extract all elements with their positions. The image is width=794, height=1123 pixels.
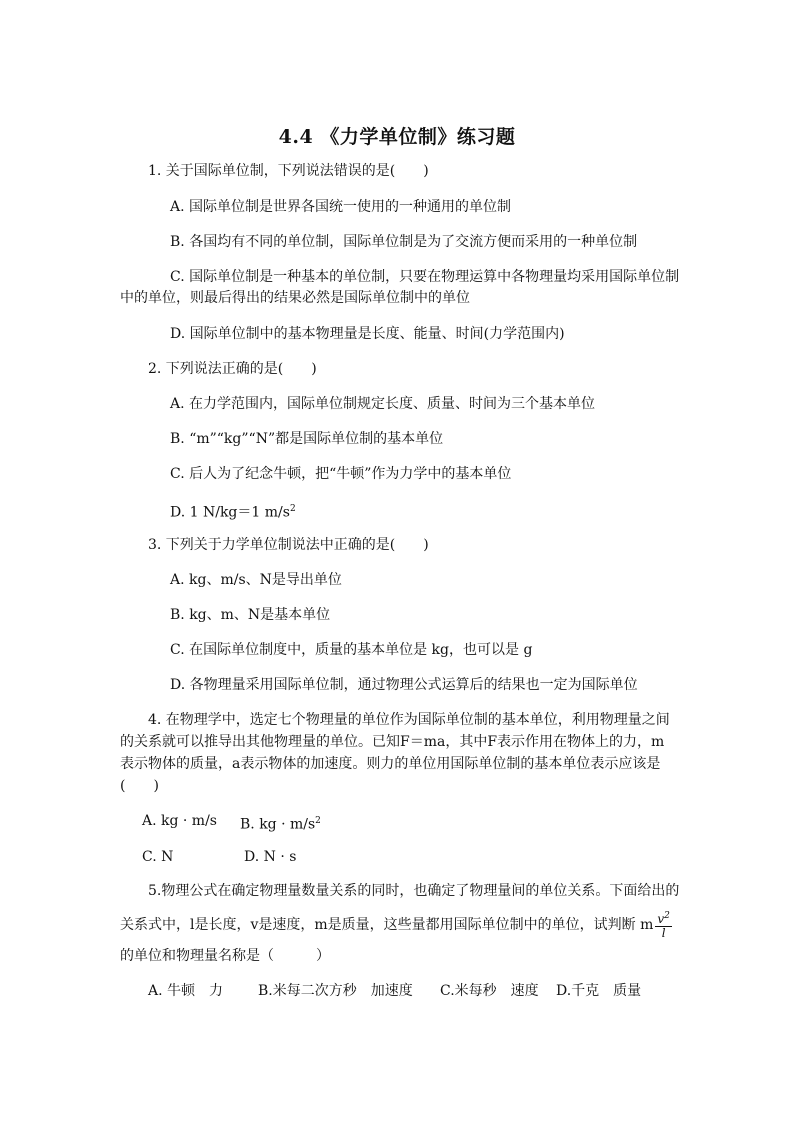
q3-option-b: B. kg、m、N是基本单位 <box>170 607 331 623</box>
q2-option-b: B. “m”“kg”“N”都是国际单位制的基本单位 <box>170 431 444 447</box>
question-4-line-1: 4. 在物理学中，选定七个物理量的单位作为国际单位制的基本单位，利用物理量之间 <box>148 712 670 728</box>
q1-option-a: A. 国际单位制是世界各国统一使用的一种通用的单位制 <box>170 199 512 215</box>
q4-option-b <box>240 810 321 836</box>
q2-option-d <box>170 498 296 524</box>
q4-option-d: D. N · s <box>244 849 297 865</box>
question-4-line-2: 的关系就可以推导出其他物理量的单位。已知F＝ma，其中F表示作用在物体上的力，m <box>120 734 665 750</box>
q1-option-b: B. 各国均有不同的单位制，国际单位制是为了交流方便而采用的一种单位制 <box>170 234 638 250</box>
question-2-stem: 2. 下列说法正确的是( ) <box>148 361 317 377</box>
q1-option-d: D. 国际单位制中的基本物理量是长度、能量、时间(力学范围内) <box>170 326 565 342</box>
numerator-text: v <box>657 912 665 926</box>
q4-option-a: A. kg · m/s <box>142 813 217 829</box>
question-5-line-2-text: 关系式中，l是长度，v是速度，m是质量，这些量都用国际单位制中的单位，试判断 m <box>120 917 654 933</box>
q3-option-d: D. 各物理量采用国际单位制，通过物理公式运算后的结果也一定为国际单位 <box>170 677 638 693</box>
superscript: 2 <box>315 816 321 826</box>
question-5-line-3: 的单位和物理量名称是（ ） <box>120 948 330 964</box>
question-4-line-3: 表示物体的质量，a表示物体的加速度。则力的单位用国际单位制的基本单位表示应该是 <box>120 756 661 772</box>
fraction-numerator <box>655 910 672 927</box>
q2-option-c: C. 后人为了纪念牛顿，把“牛顿”作为力学中的基本单位 <box>170 466 512 482</box>
question-4-line-4: ( ) <box>120 778 159 794</box>
q3-option-a: A. kg、m/s、N是导出单位 <box>170 572 342 588</box>
fraction-denominator: l <box>661 926 666 940</box>
q5-option-c: C.米每秒 速度 <box>440 983 539 999</box>
q1-option-c: C. 国际单位制是一种基本的单位制，只要在物理运算中各物理量均采用国际单位制 <box>170 269 680 285</box>
question-3-stem: 3. 下列关于力学单位制说法中正确的是( ) <box>148 537 429 553</box>
q2-option-a: A. 在力学范围内，国际单位制规定长度、质量、时间为三个基本单位 <box>170 396 596 412</box>
q2-option-d-text: D. 1 N/kg＝1 m/s <box>170 504 290 521</box>
q4-option-c: C. N <box>142 849 174 865</box>
question-1-stem: 1. 关于国际单位制，下列说法错误的是( ) <box>148 163 429 179</box>
q5-option-d: D.千克 质量 <box>556 983 642 999</box>
superscript: 2 <box>289 504 296 514</box>
page-title: 4.4 《力学单位制》练习题 <box>278 126 516 148</box>
q3-option-c: C. 在国际单位制度中，质量的基本单位是 kg，也可以是 g <box>170 642 533 658</box>
formula-fraction <box>655 910 672 940</box>
q5-option-b: B.米每二次方秒 加速度 <box>258 983 413 999</box>
q4-option-b-text: B. kg · m/s <box>240 816 316 833</box>
question-5-line-2 <box>120 910 672 940</box>
numerator-superscript: 2 <box>664 911 670 921</box>
q5-option-a: A. 牛顿 力 <box>148 983 224 999</box>
q1-option-c-cont: 中的单位，则最后得出的结果必然是国际单位制中的单位 <box>120 290 470 306</box>
question-5-line-1: 5.物理公式在确定物理量数量关系的同时，也确定了物理量间的单位关系。下面给出的 <box>148 883 680 899</box>
